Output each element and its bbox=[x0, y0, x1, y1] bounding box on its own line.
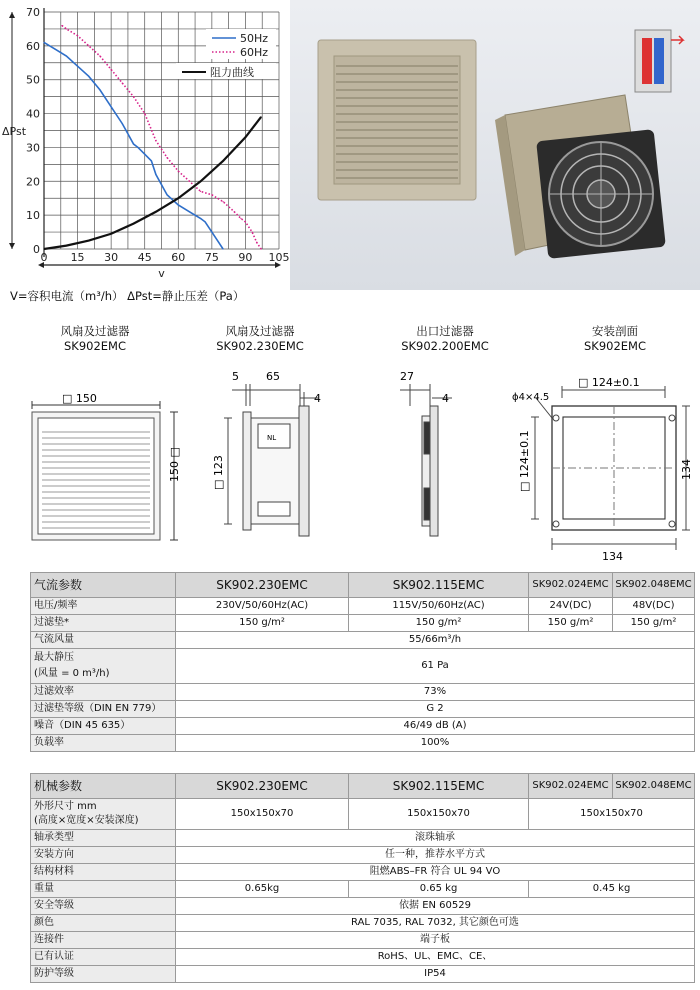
data-point bbox=[55, 49, 56, 50]
data-point bbox=[122, 83, 123, 84]
y-tick-label: 50 bbox=[26, 73, 40, 87]
data-point bbox=[240, 218, 241, 219]
data-point bbox=[178, 204, 179, 205]
data-point bbox=[151, 160, 152, 161]
x-tick-label: 60 bbox=[171, 251, 186, 264]
dim-65: 65 bbox=[266, 370, 280, 383]
y-tick-label: 30 bbox=[26, 141, 40, 155]
table-row: 过滤效率 73% bbox=[31, 684, 695, 701]
x-tick-label: 90 bbox=[238, 251, 253, 264]
data-point bbox=[200, 181, 201, 182]
mech-header-row bbox=[31, 774, 695, 799]
data-point bbox=[61, 25, 62, 26]
data-point bbox=[178, 198, 179, 199]
chart-axis-caption: V=容积电流（m³/h） ΔPst=静止压差（Pa） bbox=[10, 289, 245, 303]
caption-fan-filter: 风扇及过滤器 SK902EMC bbox=[60, 324, 130, 353]
data-point bbox=[111, 69, 112, 70]
dim-front-height: 150 □ bbox=[168, 447, 181, 482]
dim-cut-bottom: 134 bbox=[602, 550, 623, 563]
y-axis-label: ΔPst bbox=[2, 125, 27, 138]
table-row: 轴承类型 滚珠轴承 bbox=[31, 830, 695, 847]
x-axis-label: v bbox=[158, 267, 165, 280]
airflow-table bbox=[30, 572, 695, 752]
table-row: 过滤垫等级（DIN EN 779） G 2 bbox=[31, 701, 695, 718]
data-point bbox=[133, 223, 134, 224]
y-arrow-tail bbox=[9, 243, 15, 249]
header-model-048: SK902.048EMC bbox=[613, 573, 695, 598]
data-point bbox=[218, 242, 219, 243]
table-row: 颜色 RAL 7035, RAL 7032, 其它颜色可选 bbox=[31, 915, 695, 932]
data-point bbox=[144, 113, 145, 114]
header-model-230: SK902.230EMC bbox=[176, 573, 349, 598]
legend-label: 50Hz bbox=[240, 32, 269, 45]
data-point bbox=[111, 233, 112, 234]
dim-4-side: 4 bbox=[314, 392, 321, 405]
data-point bbox=[144, 154, 145, 155]
data-point bbox=[252, 231, 253, 232]
x-tick-label: 15 bbox=[70, 251, 85, 264]
dim-27: 27 bbox=[400, 370, 414, 383]
data-point bbox=[99, 89, 100, 90]
data-point bbox=[43, 248, 44, 249]
caption-fan-filter-230: 风扇及过滤器 SK902.230EMC bbox=[216, 324, 304, 353]
data-point bbox=[234, 211, 235, 212]
data-point bbox=[66, 55, 67, 56]
dim-4-exit: 4 bbox=[442, 392, 449, 405]
table-row: 外形尺寸 mm (高度×宽度×安装深度) 150x150x70 150x150x70 150x150x70 bbox=[31, 799, 695, 830]
table-row: 已有认证 RoHS、UL、EMC、CE、 bbox=[31, 949, 695, 966]
data-point bbox=[111, 106, 112, 107]
table-row: 噪音（DIN 45 635） 46/49 dB (A) bbox=[31, 718, 695, 735]
data-point bbox=[155, 140, 156, 141]
header-model-048: SK902.048EMC bbox=[613, 774, 695, 799]
x-tick-label: 105 bbox=[268, 251, 290, 264]
table-row: 安全等级 依据 EN 60529 bbox=[31, 898, 695, 915]
y-tick-label: 60 bbox=[26, 39, 40, 53]
y-tick-label: 70 bbox=[26, 6, 40, 19]
data-point bbox=[200, 218, 201, 219]
data-point bbox=[155, 174, 156, 175]
header-model-230: SK902.230EMC bbox=[176, 774, 349, 799]
data-point bbox=[88, 240, 89, 241]
header-model-115: SK902.115EMC bbox=[349, 573, 529, 598]
y-arrow-head bbox=[9, 12, 15, 18]
caption-exit-filter: 出口过滤器 SK902.200EMC bbox=[401, 324, 489, 353]
dim-cut-left: □ 124±0.1 bbox=[518, 430, 531, 492]
pressure-chart bbox=[0, 0, 290, 280]
table-row: 重量 0.65kg 0.65 kg 0.45 kg bbox=[31, 881, 695, 898]
table-row: 安装方向 任一种，推荐水平方式 bbox=[31, 847, 695, 864]
header-model-024: SK902.024EMC bbox=[529, 573, 613, 598]
table-row: 连接件 端子板 bbox=[31, 932, 695, 949]
table-row: 结构材料 阻燃ABS–FR 符合 UL 94 VO bbox=[31, 864, 695, 881]
x-tick-label: 75 bbox=[204, 251, 219, 264]
data-point bbox=[222, 248, 223, 249]
data-point bbox=[88, 45, 89, 46]
technical-drawings bbox=[0, 362, 700, 572]
data-point bbox=[260, 248, 261, 249]
dim-cut-right: 134 bbox=[680, 459, 693, 480]
header-mech-params: 机械参数 bbox=[31, 774, 176, 799]
dim-5: 5 bbox=[232, 370, 239, 383]
data-point bbox=[222, 160, 223, 161]
cutout-drawing bbox=[531, 386, 690, 550]
legend-label: 60Hz bbox=[240, 46, 269, 59]
data-point bbox=[256, 242, 257, 243]
data-point bbox=[122, 123, 123, 124]
data-point bbox=[43, 42, 44, 43]
data-point bbox=[66, 28, 67, 29]
data-point bbox=[205, 221, 206, 222]
data-point bbox=[211, 231, 212, 232]
product-illustration bbox=[290, 0, 700, 290]
data-point bbox=[260, 116, 261, 117]
dim-123: □ 123 bbox=[212, 455, 225, 490]
x-tick-label: 30 bbox=[104, 251, 119, 264]
table-row: 负载率 100% bbox=[31, 735, 695, 752]
header-airflow-params: 气流参数 bbox=[31, 573, 176, 598]
table-row: 电压/频率 230V/50/60Hz(AC) 115V/50/60Hz(AC) 24V(DC) 48V(DC) bbox=[31, 598, 695, 615]
data-point bbox=[166, 157, 167, 158]
dim-hole: ϕ4×4.5 bbox=[512, 392, 550, 403]
side-nl-label: NL bbox=[267, 434, 277, 442]
data-point bbox=[166, 194, 167, 195]
data-point bbox=[211, 194, 212, 195]
legend-label: 阻力曲线 bbox=[210, 66, 254, 79]
data-point bbox=[77, 66, 78, 67]
data-point bbox=[99, 55, 100, 56]
airflow-header-row bbox=[31, 573, 695, 598]
data-point bbox=[245, 221, 246, 222]
exit-filter-drawing bbox=[400, 384, 452, 536]
front-view-drawing bbox=[32, 401, 178, 540]
data-point bbox=[200, 191, 201, 192]
table-row: 防护等级 IP54 bbox=[31, 966, 695, 983]
data-point bbox=[88, 76, 89, 77]
y-tick-label: 20 bbox=[26, 175, 40, 189]
data-point bbox=[178, 171, 179, 172]
data-point bbox=[137, 147, 138, 148]
dim-front-width: □ 150 bbox=[62, 392, 97, 405]
header-model-024: SK902.024EMC bbox=[529, 774, 613, 799]
data-point bbox=[155, 211, 156, 212]
y-tick-label: 40 bbox=[26, 107, 40, 121]
caption-cutout: 安装剖面 SK902EMC bbox=[583, 324, 646, 353]
data-point bbox=[66, 245, 67, 246]
data-point bbox=[133, 143, 134, 144]
data-point bbox=[222, 201, 223, 202]
table-row: 气流风量 55/66m³/h bbox=[31, 632, 695, 649]
y-tick-label: 0 bbox=[33, 243, 40, 256]
data-point bbox=[133, 96, 134, 97]
side-view-drawing bbox=[224, 384, 318, 536]
table-row: 过滤垫* 150 g/m² 150 g/m² 150 g/m² 150 g/m² bbox=[31, 615, 695, 632]
data-point bbox=[77, 35, 78, 36]
x-tick-label: 0 bbox=[40, 251, 48, 264]
product-photo bbox=[290, 0, 700, 290]
data-point bbox=[245, 137, 246, 138]
dim-cut-top: □ 124±0.1 bbox=[578, 376, 640, 389]
data-point bbox=[189, 211, 190, 212]
header-model-115: SK902.115EMC bbox=[349, 774, 529, 799]
data-point bbox=[189, 181, 190, 182]
mechanical-table bbox=[30, 773, 695, 983]
table-row: 最大静压 (风量 = 0 m³/h) 61 Pa bbox=[31, 649, 695, 684]
x-tick-label: 45 bbox=[137, 251, 152, 264]
y-tick-label: 10 bbox=[26, 209, 40, 223]
